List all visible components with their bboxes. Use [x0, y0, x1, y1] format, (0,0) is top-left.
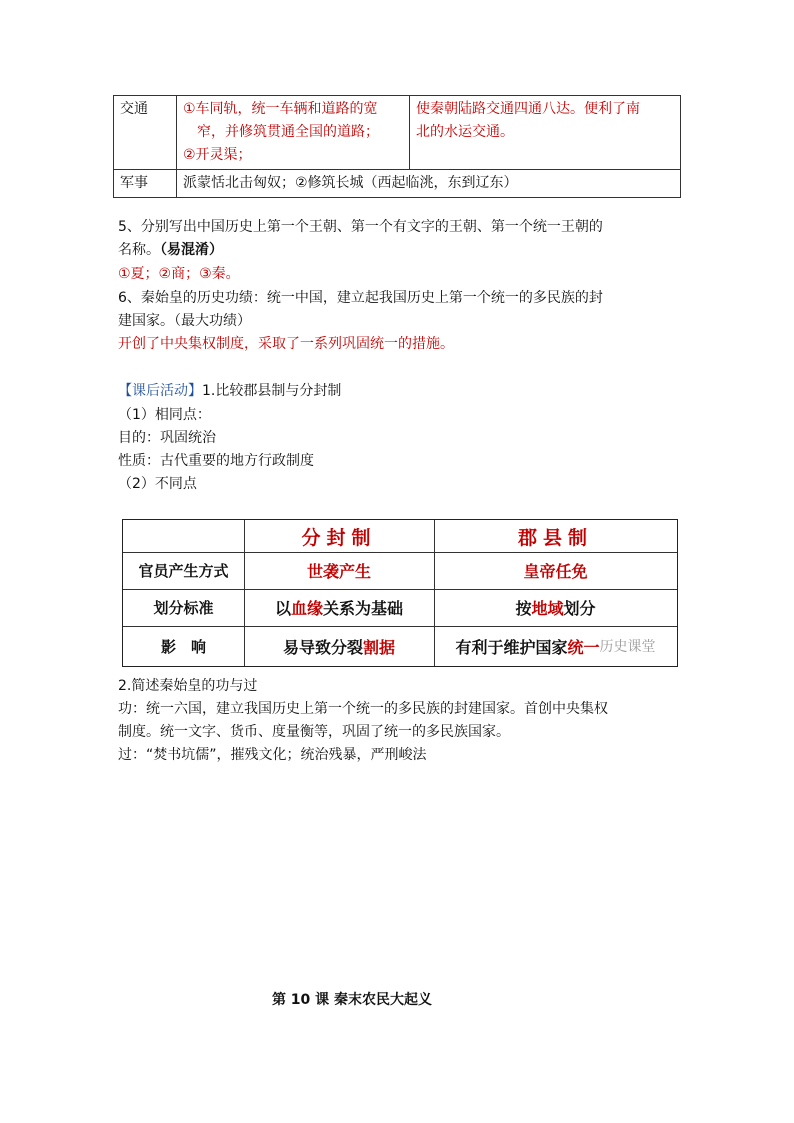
measures-table — [113, 95, 681, 198]
measure-line: ①车同轨，统一车辆和道路的宽 — [183, 101, 378, 117]
row-label: 官员产生方式 — [138, 562, 229, 580]
q2-merit2: 制度。统一文字、货币、度量衡等，巩固了统一的多民族国家。 — [118, 724, 510, 740]
cell-text: 关系为基础 — [323, 599, 404, 618]
cell-text: 地域 — [531, 599, 564, 618]
activity-item: 1.比较郡县制与分封制 — [202, 383, 342, 399]
diff-heading: （2）不同点 — [118, 476, 197, 492]
q6-answer: 开创了中央集权制度，采取了一系列巩固统一的措施。 — [118, 336, 454, 352]
effect-line: 使秦朝陆路交通四通八达。便利了南 — [416, 101, 640, 117]
q2-merit1: 功：统一六国，建立我国历史上第一个统一的多民族的封建国家。首创中央集权 — [118, 701, 608, 717]
same-heading: （1）相同点： — [118, 407, 211, 423]
header-junxian: 郡县制 — [517, 526, 593, 549]
q5-note: （易混淆） — [160, 242, 223, 258]
cell-text: 割据 — [363, 637, 396, 657]
table-row — [114, 96, 681, 170]
measures-cell — [177, 96, 410, 170]
row-label: 影 响 — [160, 637, 206, 656]
cell-text: 血缘 — [290, 599, 323, 618]
cell-text: 皇帝任免 — [523, 562, 588, 581]
effect-cell — [410, 96, 681, 170]
cell-text: 有利于维护国家 — [455, 637, 568, 657]
q2-fault: 过：“焚书坑儒”，摧残文化；统治残暴，严刑峻法 — [118, 747, 427, 763]
cell-text: 世袭产生 — [306, 562, 371, 581]
table-row — [114, 170, 681, 198]
purpose-line: 目的：巩固统治 — [118, 430, 216, 446]
watermark: 历史课堂 — [599, 639, 656, 655]
activity-heading — [118, 380, 341, 403]
fengjian-cell — [244, 626, 434, 666]
header-fengjian: 分封制 — [301, 526, 377, 549]
junxian-cell — [434, 626, 677, 666]
q6-line1: 6、秦始皇的历史功绩：统一中国，建立起我国历史上第一个统一的多民族的封 — [118, 290, 603, 306]
row-label: 军事 — [114, 170, 177, 198]
cell-text: 易导致分裂 — [282, 637, 363, 657]
fengjian-cell — [244, 589, 434, 626]
cell-text: 以 — [274, 599, 291, 618]
q5-line2 — [118, 239, 223, 262]
q5-text: 名称。 — [118, 242, 160, 258]
q6-line2: 建国家。（最大功绩） — [118, 313, 251, 329]
q5-line1: 5、分别写出中国历史上第一个王朝、第一个有文字的王朝、第一个统一王朝的 — [118, 219, 603, 235]
q5-answer: ①夏；②商；③秦。 — [118, 266, 240, 282]
lesson-title: 第 10 课 秦末农民大起义 — [271, 992, 433, 1008]
junxian-cell — [434, 552, 677, 589]
activity-bracket: 【课后活动】 — [118, 383, 202, 399]
effect-line: 北的水运交通。 — [416, 124, 514, 140]
q2-title: 2.简述秦始皇的功与过 — [118, 678, 258, 694]
row-label: 划分标准 — [153, 599, 214, 617]
nature-line: 性质：古代重要的地方行政制度 — [118, 453, 314, 469]
cell-text: 统一 — [567, 637, 600, 657]
fengjian-cell — [244, 552, 434, 589]
row-label: 交通 — [114, 96, 177, 170]
comparison-table — [122, 519, 678, 667]
military-cell: 派蒙恬北击匈奴；②修筑长城（西起临洮，东到辽东） — [177, 170, 681, 198]
cell-text: 划分 — [563, 599, 596, 618]
junxian-cell — [434, 589, 677, 626]
measure-line: 窄，并修筑贯通全国的道路； — [197, 124, 379, 140]
cell-text: 按 — [515, 599, 532, 618]
measure-line: ②开灵渠； — [183, 147, 252, 163]
